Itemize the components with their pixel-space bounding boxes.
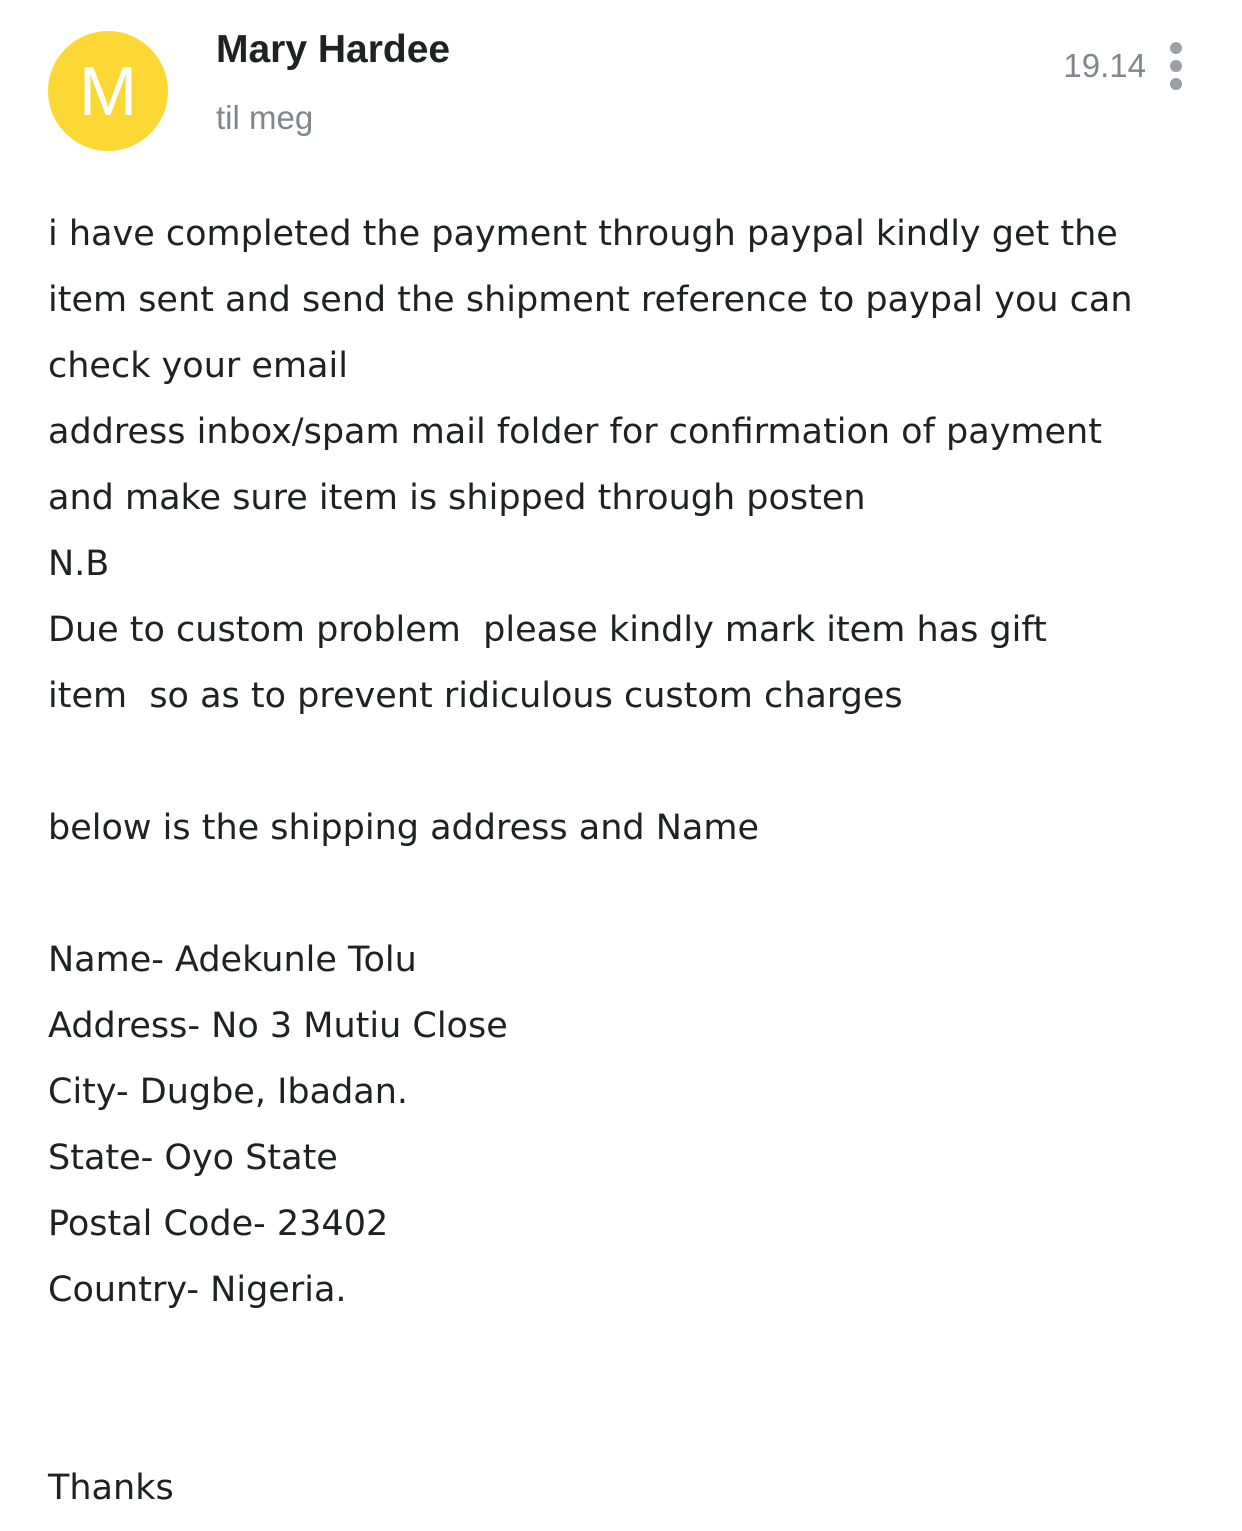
address-street-line: Address- No 3 Mutiu Close (48, 1006, 508, 1046)
body-line: i have completed the payment through paypal kindly get the (48, 214, 1118, 254)
blank-line (48, 1323, 1198, 1389)
address-name-line: Name- Adekunle Tolu (48, 940, 417, 980)
message-time: 19.14 (1063, 47, 1146, 84)
blank-line (48, 861, 1198, 927)
message-header (0, 0, 1242, 170)
address-postal-line: Postal Code- 23402 (48, 1204, 389, 1244)
shipping-intro-line: below is the shipping address and Name (48, 808, 759, 848)
body-line: N.B (48, 544, 110, 584)
body-line: Due to custom problem please kindly mark item has gift (48, 610, 1047, 650)
sender-name[interactable]: Mary Hardee (216, 28, 451, 71)
body-line: item sent and send the shipment reference to paypal you can (48, 280, 1133, 320)
more-vert-icon-dot (1170, 78, 1182, 90)
body-line: address inbox/spam mail folder for confirmation of payment (48, 412, 1102, 452)
body-line: item so as to prevent ridiculous custom charges (48, 676, 903, 716)
blank-line (48, 729, 1198, 795)
address-state-line: State- Oyo State (48, 1138, 338, 1178)
blank-line (48, 1389, 1198, 1455)
more-vert-icon (1170, 42, 1182, 54)
sender-avatar[interactable]: M (48, 31, 168, 151)
address-city-line: City- Dugbe, Ibadan. (48, 1072, 409, 1112)
body-line: check your email (48, 346, 348, 386)
body-line: and make sure item is shipped through posten (48, 478, 866, 518)
recipient-details-toggle[interactable]: til meg (216, 99, 314, 136)
message-body (48, 201, 1198, 1521)
more-options-button[interactable] (1150, 36, 1202, 96)
address-country-line: Country- Nigeria. (48, 1270, 347, 1310)
more-vert-icon-dot (1170, 60, 1182, 72)
closing-line: Thanks (48, 1468, 174, 1508)
